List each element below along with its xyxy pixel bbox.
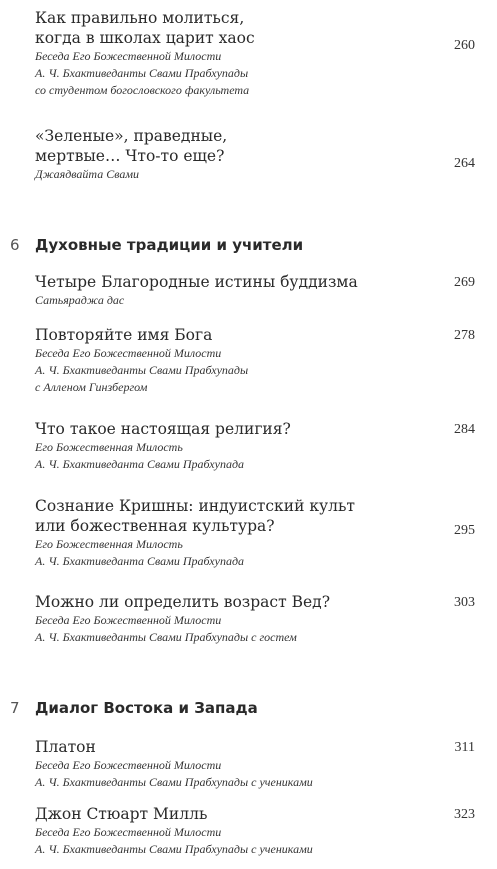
toc-entry bbox=[35, 804, 475, 858]
section-title: Диалог Востока и Запада bbox=[35, 699, 258, 717]
page-number: 264 bbox=[454, 156, 475, 171]
entry-title: мертвые… Что-то еще? bbox=[35, 147, 225, 165]
entry-subtitle: Джаядвайта Свами bbox=[35, 167, 140, 181]
entry-subtitle: Его Божественная Милость bbox=[35, 440, 183, 454]
entry-subtitle: А. Ч. Бхактиведанта Свами Прабхупада bbox=[35, 554, 245, 568]
entry-title: Платон bbox=[35, 738, 96, 756]
toc-entry bbox=[35, 272, 475, 309]
page-number: 311 bbox=[454, 740, 475, 755]
page-number: 260 bbox=[454, 38, 475, 53]
entry-subtitle: Беседа Его Божественной Милости bbox=[35, 825, 222, 839]
entry-title: Джон Стюарт Милль bbox=[35, 805, 208, 823]
entry-subtitle: Беседа Его Божественной Милости bbox=[35, 49, 222, 63]
entry-title: Сознание Кришны: индуистский культ bbox=[35, 497, 355, 515]
page-number: 323 bbox=[454, 807, 475, 822]
section-number: 7 bbox=[10, 699, 20, 717]
toc-entry bbox=[35, 325, 475, 396]
entry-subtitle: А. Ч. Бхактиведанты Свами Прабхупады bbox=[35, 66, 249, 80]
entry-subtitle: со студентом богословского факультета bbox=[35, 83, 250, 97]
entry-subtitle: А. Ч. Бхактиведанты Свами Прабхупады с гостем bbox=[35, 630, 297, 644]
toc-entry bbox=[35, 419, 475, 473]
entry-subtitle: Беседа Его Божественной Милости bbox=[35, 346, 222, 360]
section-heading bbox=[10, 699, 258, 717]
section-heading bbox=[10, 236, 303, 254]
entry-title: или божественная культура? bbox=[35, 517, 275, 535]
entry-title: Повторяйте имя Бога bbox=[35, 326, 213, 344]
toc-entry bbox=[35, 592, 475, 646]
section-title: Духовные традиции и учители bbox=[35, 236, 304, 254]
section-number: 6 bbox=[10, 236, 20, 254]
entry-title: когда в школах царит хаос bbox=[35, 29, 255, 47]
toc-entry bbox=[35, 496, 475, 570]
page-number: 269 bbox=[454, 275, 475, 290]
entry-title: Четыре Благородные истины буддизма bbox=[35, 273, 358, 291]
page-number: 278 bbox=[454, 328, 475, 343]
entry-subtitle: с Алленом Гинзбергом bbox=[35, 380, 148, 394]
entry-title: «Зеленые», праведные, bbox=[35, 127, 228, 145]
entry-subtitle: А. Ч. Бхактиведанта Свами Прабхупада bbox=[35, 457, 245, 471]
entry-subtitle: Беседа Его Божественной Милости bbox=[35, 613, 222, 627]
entry-subtitle: А. Ч. Бхактиведанты Свами Прабхупады с учениками bbox=[35, 775, 313, 789]
entry-subtitle: Беседа Его Божественной Милости bbox=[35, 758, 222, 772]
entry-title: Что такое настоящая религия? bbox=[35, 420, 291, 438]
entry-subtitle: Сатьяраджа дас bbox=[35, 293, 125, 307]
entry-subtitle: А. Ч. Бхактиведанты Свами Прабхупады bbox=[35, 363, 249, 377]
entry-subtitle: А. Ч. Бхактиведанты Свами Прабхупады с учениками bbox=[35, 842, 313, 856]
toc-entry bbox=[35, 8, 475, 99]
page-number: 295 bbox=[454, 523, 475, 538]
toc-entry bbox=[35, 737, 475, 791]
entry-title: Как правильно молиться, bbox=[35, 9, 245, 27]
toc-entry bbox=[35, 126, 475, 183]
entry-subtitle: Его Божественная Милость bbox=[35, 537, 183, 551]
page-number: 303 bbox=[454, 595, 475, 610]
page-number: 284 bbox=[454, 422, 475, 437]
entry-title: Можно ли определить возраст Вед? bbox=[35, 593, 331, 611]
